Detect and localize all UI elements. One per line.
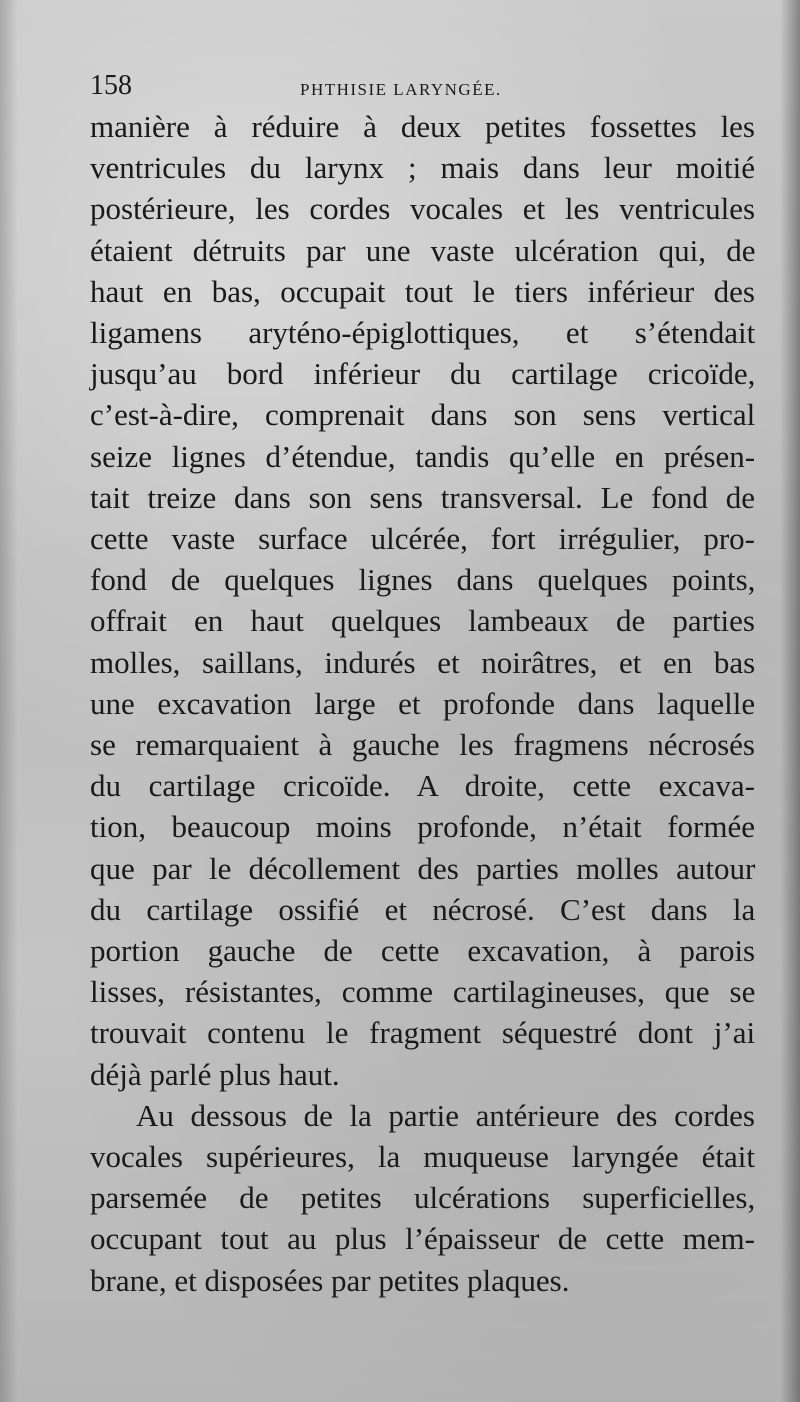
text-line: ventricules du larynx ; mais dans leur moitié	[90, 150, 755, 186]
body-text	[90, 106, 755, 1301]
page-number: 158	[90, 70, 132, 101]
page-header	[90, 70, 750, 110]
text-line: offrait en haut quelques lambeaux de parties	[90, 603, 755, 639]
text-line: portion gauche de cette excavation, à parois	[90, 933, 756, 969]
text-line: brane, et disposées par petites plaques.	[90, 1262, 570, 1298]
text-line: cette vaste surface ulcérée, fort irrégulier, pro-	[90, 521, 755, 557]
text-line: ligamens aryténo-épiglottiques, et s’étendait	[90, 315, 756, 351]
text-line: lisses, résistantes, comme cartilagineuses, que se	[90, 974, 756, 1010]
text-line: Au dessous de la partie antérieure des cordes	[136, 1097, 755, 1133]
running-head: PHTHISIE LARYNGÉE.	[300, 80, 502, 99]
text-line: parsemée de petites ulcérations superficielles,	[90, 1180, 756, 1216]
text-line: jusqu’au bord inférieur du cartilage cricoïde,	[90, 356, 756, 392]
text-line: déjà parlé plus haut.	[90, 1056, 340, 1092]
text-line: tait treize dans son sens transversal. Le fond de	[90, 479, 755, 515]
text-line: haut en bas, occupait tout le tiers inférieur des	[90, 273, 755, 309]
paragraph-2	[90, 1095, 755, 1301]
text-line: molles, saillans, indurés et noirâtres, et en bas	[90, 644, 756, 680]
text-line: que par le décollement des parties molles autour	[90, 850, 756, 886]
text-line: vocales supérieures, la muqueuse laryngée était	[90, 1139, 755, 1175]
text-line: tion, beaucoup moins profonde, n’était formée	[90, 809, 755, 845]
text-line: postérieure, les cordes vocales et les ventricules	[90, 191, 756, 227]
text-line: une excavation large et profonde dans laquelle	[90, 685, 756, 721]
text-line: se remarquaient à gauche les fragmens nécrosés	[90, 727, 755, 763]
text-line: trouvait contenu le fragment séquestré dont j’ai	[90, 1015, 756, 1051]
text-line: c’est-à-dire, comprenait dans son sens vertical	[90, 397, 756, 433]
text-line: manière à réduire à deux petites fossettes les	[90, 109, 755, 144]
page-shadow-right	[780, 0, 800, 1402]
text-line: du cartilage cricoïde. A droite, cette excava-	[90, 768, 755, 804]
text-line: du cartilage ossifié et nécrosé. C’est dans la	[90, 891, 756, 927]
text-line: seize lignes d’étendue, tandis qu’elle en présen-	[90, 438, 756, 474]
text-line: fond de quelques lignes dans quelques points,	[90, 562, 756, 598]
text-line: étaient détruits par une vaste ulcération qui, de	[90, 232, 756, 268]
paragraph-1	[90, 106, 755, 1095]
page-shadow-left	[0, 0, 18, 1402]
text-line: occupant tout au plus l’épaisseur de cette mem-	[90, 1221, 755, 1257]
